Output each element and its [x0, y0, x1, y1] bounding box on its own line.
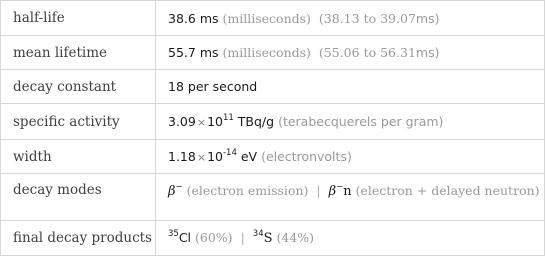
specific-activity-value-cell [156, 104, 545, 140]
mean-lifetime-range-low: (55.06 [318, 45, 360, 60]
width-unit-name: (electronvolts) [261, 149, 352, 164]
decay-mode2-name: (electron + delayed neutron) [355, 183, 540, 198]
specific-activity-base: 10 [207, 114, 223, 129]
decay-mode1-sup: − [175, 182, 183, 192]
width-label: width [1, 140, 156, 174]
row-half-life [1, 1, 545, 36]
row-mean-lifetime [1, 36, 545, 70]
specific-activity-unit: TBq/g [237, 114, 275, 129]
product2-mass: 34 [252, 229, 264, 239]
width-unit: eV [240, 149, 258, 164]
product1-percent: (60%) [195, 230, 233, 245]
final-decay-products-label: final decay products [1, 221, 156, 256]
specific-activity-times: × [196, 116, 207, 129]
mean-lifetime-unit: ms [199, 45, 219, 60]
mean-lifetime-range-unit: ms) [415, 45, 440, 60]
mean-lifetime-label: mean lifetime [1, 36, 156, 70]
product2-percent: (44%) [276, 230, 315, 245]
mean-lifetime-range-to: to [363, 45, 377, 60]
half-life-value: 38.6 [168, 10, 196, 26]
decay-mode2-particle: n [343, 184, 352, 199]
specific-activity-unit-name: (terabecquerels per gram) [278, 114, 444, 129]
width-times: × [196, 151, 207, 164]
specific-activity-mantissa: 3.09 [168, 114, 196, 129]
mean-lifetime-unit-name: (milliseconds) [222, 45, 311, 60]
row-specific-activity [1, 104, 545, 140]
products-separator: | [240, 230, 245, 245]
decay-mode1-symbol: β [168, 184, 176, 199]
decay-mode2-symbol: β [328, 184, 337, 199]
decay-mode1-name: (electron emission) [186, 183, 309, 198]
decay-constant-label: decay constant [1, 70, 156, 104]
decay-modes-value-cell [156, 174, 545, 221]
mean-lifetime-value: 55.7 [168, 45, 196, 60]
width-value-cell [156, 140, 545, 174]
width-exponent: -14 [222, 148, 237, 158]
product2-symbol: S [263, 231, 273, 246]
half-life-unit-name: (milliseconds) [222, 10, 311, 26]
width-base: 10 [207, 149, 223, 164]
half-life-range-high: 39.07 [380, 10, 416, 26]
half-life-range-to: to [363, 10, 377, 26]
decay-mode2-sup: − [336, 182, 344, 192]
half-life-value-cell [156, 1, 545, 36]
half-life-unit: ms [199, 10, 219, 26]
half-life-range-low: (38.13 [318, 10, 360, 26]
width-mantissa: 1.18 [168, 149, 196, 164]
row-width [1, 140, 545, 174]
specific-activity-exponent: 11 [222, 113, 234, 123]
final-decay-products-value-cell [156, 221, 545, 256]
product1-mass: 35 [168, 229, 179, 239]
mean-lifetime-range-high: 56.31 [380, 45, 416, 60]
half-life-label: half-life [1, 1, 156, 36]
row-decay-constant [1, 70, 545, 104]
mean-lifetime-value-cell [156, 36, 545, 70]
decay-modes-label: decay modes [1, 174, 156, 221]
row-final-decay-products [1, 221, 545, 256]
decay-constant-value: 18 per second [156, 70, 545, 104]
specific-activity-label: specific activity [1, 104, 156, 140]
half-life-range-unit: ms) [415, 10, 440, 26]
row-decay-modes [1, 174, 545, 221]
decay-modes-separator: | [316, 183, 321, 198]
product1-symbol: Cl [178, 230, 192, 245]
